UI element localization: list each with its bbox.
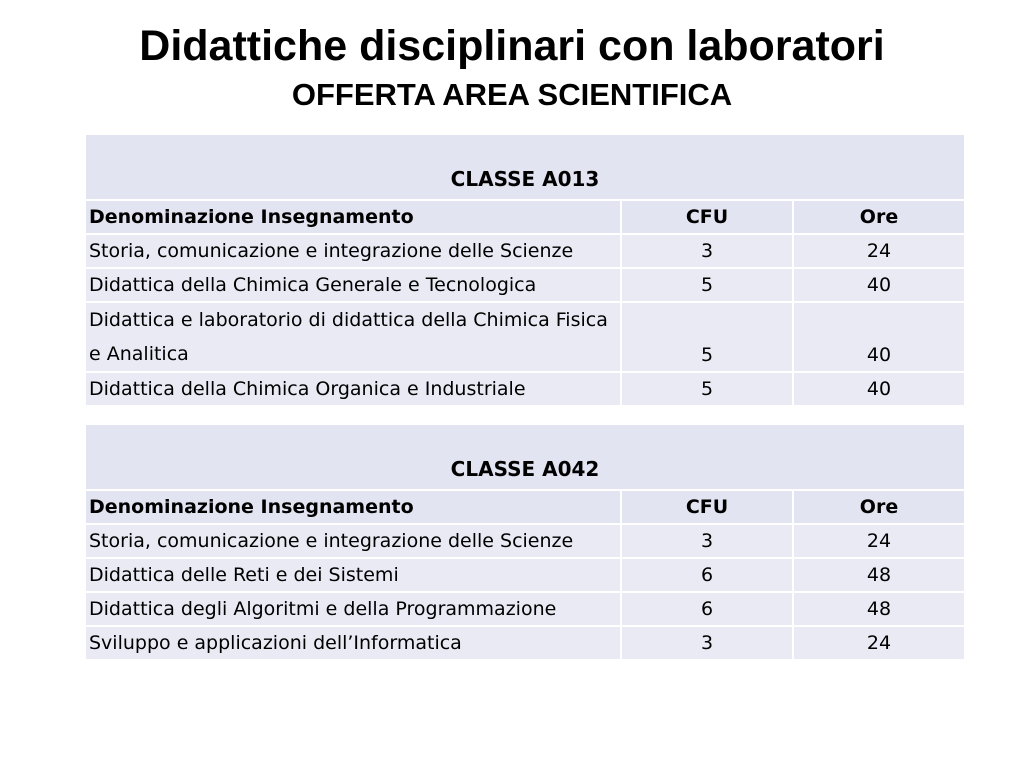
course-cfu: 5 [621, 302, 793, 372]
course-name: Didattica della Chimica Generale e Tecnologica [85, 268, 621, 302]
slide-title: Didattiche disciplinari con laboratori [139, 22, 885, 70]
class-label: CLASSE A042 [85, 424, 965, 490]
course-name: Storia, comunicazione e integrazione delle Scienze [85, 234, 621, 268]
course-cfu: 5 [621, 372, 793, 406]
column-header-cfu: CFU [621, 200, 793, 234]
course-ore: 24 [793, 234, 965, 268]
course-ore: 40 [793, 268, 965, 302]
column-header-course: Denominazione Insegnamento [85, 200, 621, 234]
table-row [85, 524, 965, 558]
course-name: Didattica e laboratorio di didattica della Chimica Fisica e Analitica [85, 302, 621, 372]
table-row [85, 234, 965, 268]
course-cfu: 3 [621, 234, 793, 268]
table-row [85, 626, 965, 660]
class-header-row [85, 134, 965, 200]
course-ore: 48 [793, 558, 965, 592]
table-row [85, 302, 965, 372]
slide-subtitle: OFFERTA AREA SCIENTIFICA [291, 77, 733, 112]
course-cfu: 3 [621, 524, 793, 558]
course-cfu: 3 [621, 626, 793, 660]
course-name: Didattica della Chimica Organica e Industriale [85, 372, 621, 406]
course-ore: 24 [793, 524, 965, 558]
column-header-row [85, 490, 965, 524]
course-name: Didattica delle Reti e dei Sistemi [85, 558, 621, 592]
course-ore: 48 [793, 592, 965, 626]
column-header-course: Denominazione Insegnamento [85, 490, 621, 524]
column-header-ore: Ore [793, 490, 965, 524]
course-ore: 24 [793, 626, 965, 660]
class-table-a042 [84, 423, 966, 661]
table-row [85, 558, 965, 592]
class-label: CLASSE A013 [85, 134, 965, 200]
class-table-a013 [84, 133, 966, 407]
table-row [85, 268, 965, 302]
table-row [85, 592, 965, 626]
course-cfu: 6 [621, 592, 793, 626]
course-name: Sviluppo e applicazioni dell’Informatica [85, 626, 621, 660]
class-header-row [85, 424, 965, 490]
table-row [85, 372, 965, 406]
column-header-cfu: CFU [621, 490, 793, 524]
column-header-ore: Ore [793, 200, 965, 234]
column-header-row [85, 200, 965, 234]
course-name: Didattica degli Algoritmi e della Programmazione [85, 592, 621, 626]
course-name: Storia, comunicazione e integrazione delle Scienze [85, 524, 621, 558]
course-ore: 40 [793, 302, 965, 372]
course-cfu: 6 [621, 558, 793, 592]
course-ore: 40 [793, 372, 965, 406]
course-cfu: 5 [621, 268, 793, 302]
